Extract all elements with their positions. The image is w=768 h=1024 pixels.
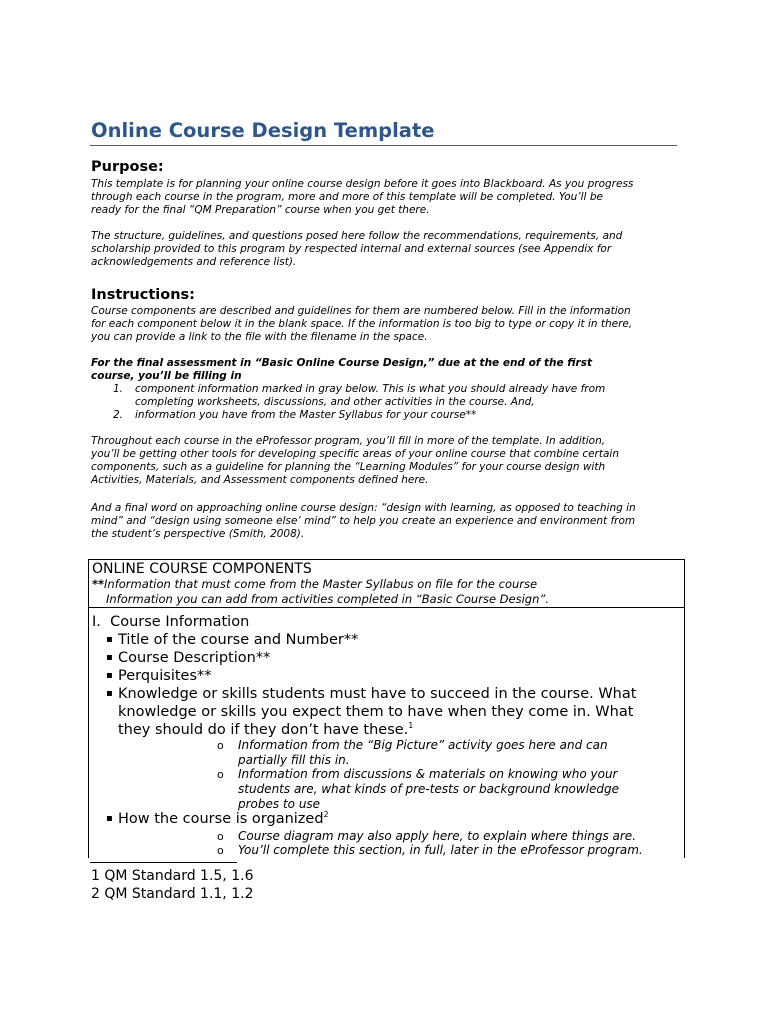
instructions-heading-text: Instructions: [91, 287, 190, 303]
text-line: through each course in the program, more and more of this template will be completed. You’ll be: [91, 191, 603, 203]
footnote-1: 1 QM Standard 1.5, 1.6: [91, 868, 254, 884]
purpose-paragraph-1: [91, 178, 691, 217]
bullet-text: How the course is organized: [118, 811, 324, 827]
master-syllabus-note: [92, 577, 537, 591]
bullet-organized: [106, 810, 329, 828]
activities-note: Information you can add from activities completed in “Basic Course Design”.: [106, 592, 549, 606]
page-title: Online Course Design Template: [91, 119, 435, 142]
text-line: components, such as a guideline for planning the “Learning Modules” for your course design with: [91, 461, 606, 473]
text-line: Throughout each course in the eProfessor program, you’ll fill in more of the template. In addition,: [91, 435, 606, 447]
text-line: Course components are described and guidelines for them are numbered below. Fill in the information: [91, 305, 631, 317]
list-item: [91, 383, 691, 396]
circle-bullet-icon: o: [217, 739, 224, 752]
circle-bullet-icon: o: [217, 844, 224, 857]
title-divider: [90, 145, 677, 146]
subitem-text: partially fill this in.: [238, 753, 350, 767]
organized-subitem-1: [217, 829, 636, 844]
fill-in-list: [91, 383, 691, 422]
instructions-paragraph-1: [91, 305, 691, 344]
text-line: For the final assessment in “Basic Online Course Design,” due at the end of the first: [91, 357, 593, 369]
purpose-paragraph-2: [91, 230, 691, 269]
bullet-title-number: [106, 631, 358, 649]
circle-bullet-icon: o: [217, 768, 224, 781]
bullet-text-last: [106, 721, 636, 739]
bullet-text: they should do if they don’t have these.: [118, 722, 409, 738]
bullet-text: Title of the course and Number**: [118, 632, 359, 648]
bullet-prerequisites: [106, 667, 212, 685]
list-item-continuation: [91, 396, 691, 409]
bullet-text: knowledge or skills you expect them to have when they come in. What: [118, 704, 634, 720]
bullet-knowledge: [106, 685, 636, 739]
subitem-text: Course diagram may also apply here, to explain where things are.: [238, 829, 637, 843]
text-line: mind” and “design using someone else’ mind” to help you create an experience and environment from: [91, 515, 636, 527]
section-title-text: Course Information: [110, 614, 250, 630]
subitem-text: students are, what kinds of pre-tests or background knowledge: [238, 782, 620, 796]
text-line: And a final word on approaching online course design: “design with learning, as opposed to teaching in: [91, 502, 636, 514]
subitem-text: You’ll complete this section, in full, later in the eProfessor program.: [238, 843, 643, 857]
section-numeral: I.: [92, 614, 101, 630]
organized-subitem-2: [217, 843, 643, 858]
text-line: the student’s perspective (Smith, 2008).: [91, 528, 305, 540]
bullet-text: Knowledge or skills students must have to succeed in the course. What: [118, 686, 637, 702]
list-item: [91, 409, 691, 422]
text-line: information you have from the Master Syllabus for your course**: [135, 409, 477, 421]
circle-bullet-icon: o: [217, 830, 224, 843]
text-line: This template is for planning your online course design before it goes into Blackboard. As you progress: [91, 178, 634, 190]
text-line: for each component below it in the blank space. If the information is too big to type or copy it in there,: [91, 318, 633, 330]
text-line: The structure, guidelines, and questions posed here follow the recommendations, requirements, and: [91, 230, 623, 242]
final-assessment-note: [91, 357, 691, 383]
knowledge-subitem-1: [217, 738, 608, 768]
bullet-icon: ▪: [106, 634, 113, 645]
bullet-icon: ▪: [106, 670, 113, 681]
footnote-divider: [90, 862, 237, 863]
course-information-section: [88, 607, 685, 858]
bullet-description: [106, 649, 270, 667]
text-line: ready for the final “QM Preparation” course when you get there.: [91, 204, 430, 216]
components-legend-box: [88, 559, 685, 608]
instructions-colon: :: [189, 287, 195, 303]
text-line: Activities, Materials, and Assessment components defined here.: [91, 474, 429, 486]
instructions-paragraph-2: [91, 435, 691, 487]
subitem-text: probes to use: [238, 797, 321, 811]
footnote-2: 2 QM Standard 1.1, 1.2: [91, 886, 254, 902]
components-heading: ONLINE COURSE COMPONENTS: [92, 561, 312, 577]
bullet-icon: ▪: [106, 652, 113, 663]
footnote-ref: 1: [408, 721, 414, 730]
subitem-text: Information from discussions & materials on knowing who your: [238, 767, 618, 781]
instructions-paragraph-3: [91, 502, 691, 541]
text-line: you’ll be getting other tools for developing specific areas of your online course that combine certain: [91, 448, 619, 460]
bullet-text: Perquisites**: [118, 668, 212, 684]
bullet-icon: ▪: [106, 813, 113, 824]
knowledge-subitem-2: [217, 767, 619, 812]
text-line: you can provide a link to the file with the filename in the space.: [91, 331, 428, 343]
list-number: 1.: [113, 383, 124, 395]
bullet-text: Course Description**: [118, 650, 271, 666]
text-line: completing worksheets, discussions, and other activities in the course. And,: [135, 396, 535, 408]
double-asterisk: **: [92, 577, 105, 591]
instructions-heading: [91, 287, 195, 303]
footnote-ref: 2: [323, 810, 329, 819]
text-line: acknowledgements and reference list).: [91, 256, 297, 268]
text-line: scholarship provided to this program by respected internal and external sources (see Appendix for: [91, 243, 612, 255]
note-text: Information that must come from the Master Syllabus on file for the course: [104, 577, 538, 591]
subitem-text: Information from the “Big Picture” activity goes here and can: [238, 738, 608, 752]
section-title: [92, 614, 249, 630]
list-number: 2.: [113, 409, 124, 421]
bullet-icon: ▪: [106, 688, 113, 699]
purpose-heading: Purpose:: [91, 159, 164, 175]
text-line: component information marked in gray below. This is what you should already have from: [135, 383, 606, 395]
text-line: course, you’ll be filling in: [91, 370, 242, 382]
